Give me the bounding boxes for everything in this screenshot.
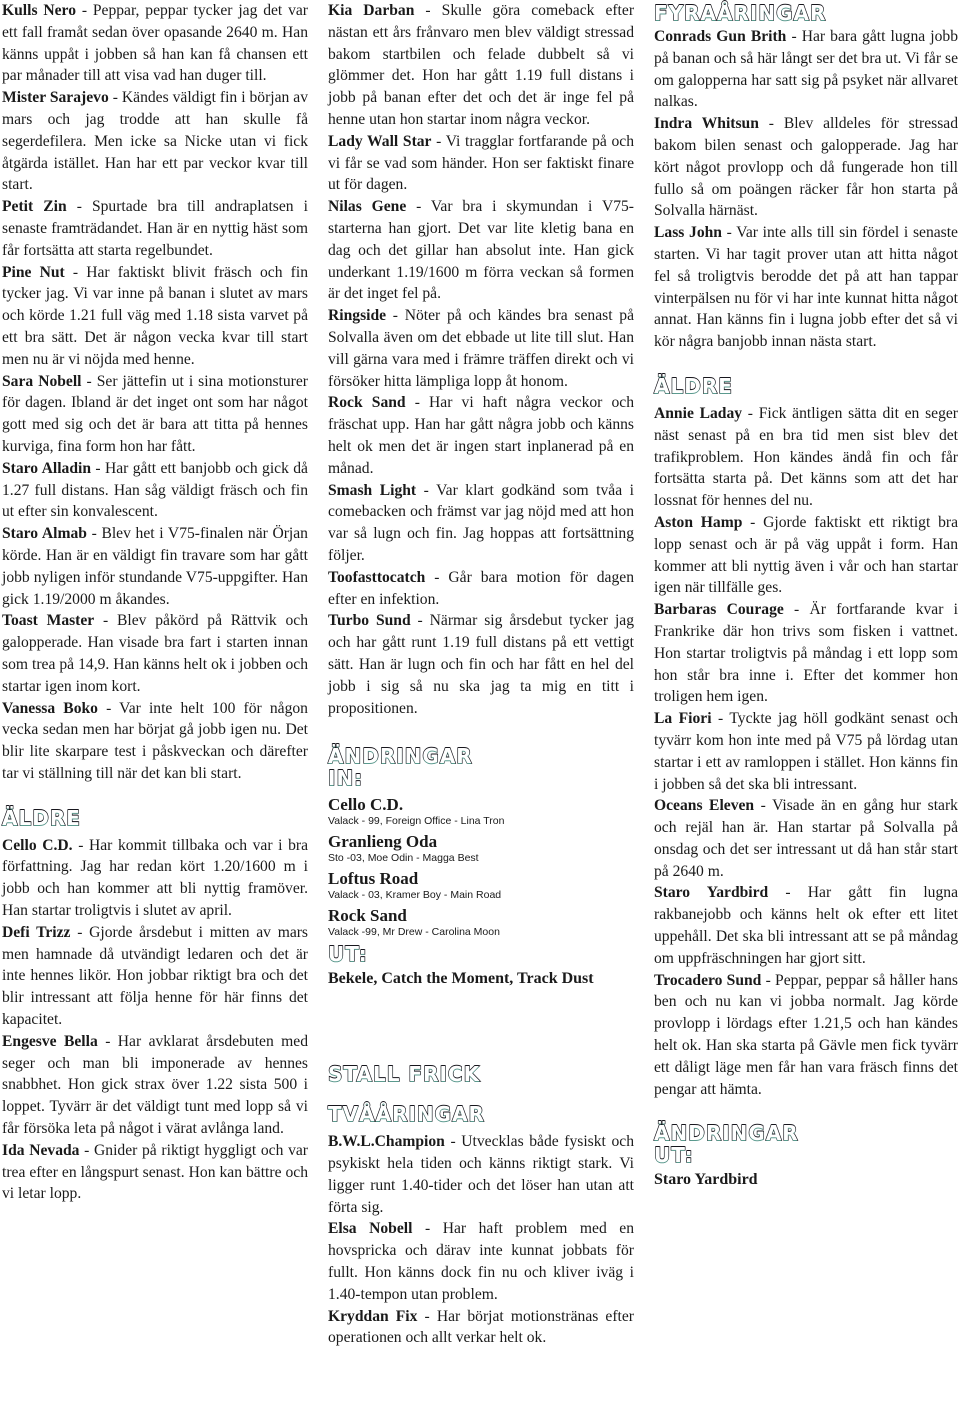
- horse-comment: Har vi haft några veckor och fräschat upp. Han har gått några jobb och känns helt ok men det är ingen start inplanerad på en månad.: [328, 394, 634, 477]
- horse-name: Rock Sand: [328, 394, 406, 412]
- horse-comment: Har bara gått lugna jobb på banan och så här långt ser det bra ut. Vi får se om galopperna har satt sig på psyket när allvaret nalkas.: [654, 28, 958, 111]
- horse-name: Elsa Nobell: [328, 1220, 413, 1238]
- horse-comment: Blev alldeles för stressad bakom bilen senast och galopperade. Jag har kört något provlopp och då fungerade hon till fullo så om poängen räcker får hon starta på Solvalla härnäst.: [654, 115, 958, 220]
- in-horse-item: [328, 795, 634, 828]
- horse-comment: Var inte alls till sin fördel i senaste starten. Vi har tagit prover utan att hitta något fel så troligtvis berodde det på att han tappar vinterpälsen nu för vi har inte kunnat hitta något annat. Han känns fin i lugna jobb efter det så vi kör några banjobb innan nästa start.: [654, 224, 958, 351]
- horse-name: Aston Hamp: [654, 513, 743, 531]
- in-horse-name: Loftus Road: [328, 869, 419, 889]
- horse-name: Petit Zin: [2, 198, 67, 216]
- horse-name: Sara Nobell: [2, 372, 82, 390]
- horse-comment: Peppar, peppar tycker jag det var ett fall framåt sedan över opasande 2640 m. Han känns uppåt i jobben så han kan få chansen ett par månader till att visa vad han duger till.: [2, 2, 308, 85]
- horse-entry: Kulls Nero - Peppar, peppar tycker jag det var ett fall framåt sedan över opasande 2640 m. Han känns uppåt i jobben så han kan få chansen ett par månader till att visa vad han duger till.: [2, 2, 308, 85]
- horse-entry: Sara Nobell - Ser jättefin ut i sina motionsturer för dagen. Ibland är det inget ont som har något gott med sig och det är bara att titta på hennes kurviga, fina form hon har fått.: [2, 372, 308, 455]
- column-right: [654, 0, 958, 1190]
- horse-comment: Utvecklas både fysiskt och psykiskt hela tiden och känns riktigt stark. Vi ligger runt 1.40-tider och det löser han utan att förta sig.: [328, 1133, 634, 1216]
- horse-name: Annie Laday: [654, 404, 743, 422]
- horse-entry: Pine Nut - Har faktiskt blivit fräsch och fin tycker jag. Vi var inne på banan i slutet av mars och körde 1.21 full väg med 1.18 sista varvet på ett bra sätt. Det är någon vecka kvar till start men nu är vi nöjda med henne.: [2, 263, 308, 368]
- horse-name: Toofasttocatch: [328, 568, 426, 586]
- horse-entry: Lass John - Var inte alls till sin fördel i senaste starten. Vi har tagit prover utan att hitta något fel så troligtvis berodde det på att han tappar vinterpälsen nu för vi har inte kunnat hitta något annat. Han känns fin i lugna jobb efter det så vi kör några banjobb innan nästa start.: [654, 224, 958, 351]
- horse-comment: Har haft problem med en hovspricka och därav inte kunnat jobbats för fullt. Hon känns dock fin nu och kliver iväg i 1.40-tempon utan problem.: [328, 1220, 634, 1303]
- horse-name: Indra Whitsun: [654, 115, 759, 133]
- section-heading-fyraaringar: FYRAÅRINGAR: [654, 1, 827, 25]
- horse-comment: Kändes väldigt fin i början av mars och jag trodde att han skulle få segerdefilera. Men icke sa Nicke utan vi fick åtgärda istället. Han har ett par veckor kvar till start.: [2, 89, 309, 194]
- horse-entry: B.W.L.Champion - Utvecklas både fysiskt och psykiskt hela tiden och känns riktigt stark. Vi ligger runt 1.40-tider och det löser han utan att förta sig.: [328, 1133, 634, 1216]
- horse-comment: Har börjat motionstränas efter operationen och allt verkar helt ok.: [328, 1307, 634, 1347]
- horse-name: Staro Almab: [2, 525, 87, 543]
- section-heading-ut: UT:: [328, 942, 368, 967]
- horse-comment: Har kommit tillbaka och var i bra författning. Jag har redan kört 1.20/1600 m i jobb och han kommer att bli nyttig framöver. Han startar troligtvis i slutet av april.: [2, 836, 308, 920]
- horse-name: Pine Nut: [2, 263, 65, 281]
- in-horses-list: [328, 795, 634, 939]
- horse-comment: Gjorde faktiskt ett riktigt bra lopp senast och är på väg uppåt i form. Han kommer att bli nyttig även i vår och han startar igen när tillfälle ges.: [654, 513, 958, 597]
- horse-name: Conrads Gun Brith: [654, 28, 787, 45]
- entries-list: [654, 403, 958, 1101]
- horse-comment: Närmar sig årsdebut tycker jag och har gått runt 1.19 full distans på ett vettigt sätt. Han är lugn och fin och har fått en hel del jobb i sig så nu ska jag ta mig en titt i propositionen.: [328, 612, 634, 717]
- horse-name: Oceans Eleven: [654, 797, 755, 815]
- horse-entry: La Fiori - Tyckte jag höll godkänt senast och tyvärr kom hon inte med på V75 på lördag utan startar i ett av ramloppen i stället. Hon känns fin i jobben så det ska bli intressant.: [654, 710, 958, 793]
- horse-comment: Har avklarat årsdebuten med seger och man bli imponerade av hennes snabbhet. Hon gick strax över 1.22 sista 500 i loppet. Tyvärr är det väldigt tunt med lopp så vi får försöka leta på något i värat avlånga land.: [2, 1032, 308, 1138]
- horse-comment: Ser jättefin ut i sina motionsturer för dagen. Ibland är det inget ont som har något gott med sig och det är bara att titta på hennes kurviga, fina form hon har fått.: [2, 372, 308, 455]
- in-horse-pedigree: Valack - 03, Kramer Boy - Main Road: [328, 889, 502, 902]
- horse-entry: Ida Nevada - Gnider på riktigt hyggligt och var trea efter en långspurt senast. Hon kan bättre och vi letar lopp.: [2, 1141, 308, 1203]
- in-horse-name: Rock Sand: [328, 906, 407, 926]
- section-heading-tvaaringar: TVÅÅRINGAR: [328, 1102, 485, 1127]
- horse-name: Kulls Nero: [2, 2, 76, 19]
- out-horses-text: Staro Yardbird: [654, 1171, 758, 1189]
- horse-name: Smash Light: [328, 481, 417, 499]
- horse-entry: Nilas Gene - Var bra i skymundan i V75-starterna han gjort. Det var lite kletig bana en dag och det gillar han absolut inte. Han gick underkant 1.19/1600 m förra veckan så formen är det inget fel på.: [328, 198, 634, 303]
- column-left: [2, 0, 308, 1205]
- horse-entry: Staro Alladin - Har gått ett banjobb och gick då 1.27 full distans. Han såg väldigt fräsch och fin ut efter sin konvalescent.: [2, 459, 308, 521]
- horse-comment: Har gått fin lugna rakbanejobb och känns helt ok efter ett litet uppehåll. Det ska bli intressant att se på måndag om uppfräschningen har gjort sitt.: [654, 884, 958, 967]
- horse-comment: Var klart godkänd som tvåa i comebacken och främst var jag nöjd med att hon var så lugn och fin. Jag hoppas att fortsättning följer.: [328, 481, 635, 564]
- horse-comment: Gjorde årsdebut i mitten av mars men hamnade då utvändigt ledaren och det är inte hennes likör. Hon jobbar riktigt bra och det blir intressant att följa henne för här finns det kapacitet.: [2, 923, 308, 1029]
- horse-entry: Annie Laday - Fick äntligen sätta dit en seger näst senast på en bra tid men sist blev det trafikproblem. Hon kändes ändå fin och får fortsätta starta på. Det känns som att det har lossnat för hennes del nu.: [654, 404, 958, 510]
- section-heading-aldre: ÄLDRE: [654, 373, 733, 398]
- horse-entry: Lady Wall Star - Vi tragglar fortfarande på och vi får se vad som händer. Hon ser faktiskt finare ut för dagen.: [328, 132, 634, 194]
- horse-entry: Petit Zin - Spurtade bra till andraplatsen i senaste framträdandet. Han är en nyttig häst som får fortsätta att starta regelbundet.: [2, 198, 308, 259]
- horse-name: Staro Yardbird: [654, 884, 769, 902]
- horse-comment: Spurtade bra till andraplatsen i senaste framträdandet. Han är en nyttig häst som får fortsätta att starta regelbundet.: [2, 198, 308, 259]
- section-heading-aldre: [2, 807, 308, 830]
- horse-entry: Barbaras Courage - Är fortfarande kvar i Frankrike där hon trivs som fisken i vattnet. Hon startar troligtvis på måndag i ett lopp som hon står bra inne i. Efter det kommer hon troligen hem igen.: [654, 601, 958, 706]
- horse-name: Ida Nevada: [2, 1141, 80, 1159]
- horse-comment: Gnider på riktigt hyggligt och var trea efter en långspurt senast. Hon kan bättre och vi letar lopp.: [2, 1141, 308, 1203]
- section-heading-andringar: ÄNDRINGAR: [328, 744, 473, 769]
- in-horse-pedigree: Valack -99, Mr Drew - Carolina Moon: [328, 926, 500, 939]
- horse-comment: Är fortfarande kvar i Frankrike där hon trivs som fisken i vattnet. Hon startar troligtvis på måndag i ett lopp som hon står bra inne i. Efter det kommer hon troligen hem igen.: [654, 601, 958, 706]
- section-heading-andringar: ÄNDRINGAR: [654, 1121, 799, 1146]
- horse-comment: Har faktiskt blivit fräsch och fin tycker jag. Vi var inne på banan i slutet av mars och körde 1.21 full väg med 1.18 sista varvet på ett bra sätt. Det är någon vecka kvar till start men nu är vi nöjda med henne.: [2, 263, 308, 368]
- horse-comment: Nöter på och kändes bra senast på Solvalla även om det ebbade ut lite till slut. Han vill gärna vara med i främre träffen direkt och vi försöker hitta lämpliga lopp åt honom.: [328, 307, 634, 390]
- in-horse-pedigree: Sto -03, Moe Odin - Magga Best: [328, 852, 479, 865]
- in-horse-item: [328, 832, 634, 865]
- horse-comment: Tyckte jag höll godkänt senast och tyvärr kom hon inte med på V75 på lördag utan startar i ett av ramloppen i stället. Hon känns fin i jobben så det ska bli intressant.: [654, 710, 958, 793]
- horse-comment: Vi tragglar fortfarande på och vi får se vad som händer. Hon ser faktiskt finare ut för dagen.: [328, 132, 634, 194]
- entries-list: [328, 0, 634, 719]
- horse-name: Lass John: [654, 224, 722, 242]
- horse-comment: Har gått ett banjobb och gick då 1.27 full distans. Han såg väldigt fräsch och fin ut efter sin konvalescent.: [2, 459, 308, 521]
- horse-name: Mister Sarajevo: [2, 89, 109, 107]
- section-heading-stall-frick: STALL FRICK: [328, 1062, 481, 1087]
- horse-name: Trocadero Sund: [654, 971, 762, 989]
- horse-comment: Var inte helt 100 för någon vecka sedan men har börjat gå jobb igen nu. Det blir lite skarpare test i påskveckan och därefter tar vi ställning till när det kan bli start.: [2, 699, 308, 782]
- horse-name: Kia Darban: [328, 2, 415, 19]
- horse-entry: Oceans Eleven - Visade än en gång hur stark och rejäl han är. Han startar på Solvalla på onsdag och det ser intressant ut då han står start på 2640 m.: [654, 797, 958, 880]
- horse-comment: Blev het i V75-finalen när Örjan körde. Han är en väldigt fin travare som har gått jobb nyligen inför stundande V75-uppgifter. Han gick 1.19/2000 m åkandes.: [2, 525, 308, 608]
- horse-entry: Toofasttocatch - Går bara motion för dagen efter en infektion.: [328, 568, 634, 608]
- horse-comment: Fick äntligen sätta dit en seger näst senast på en bra tid men sist blev det trafikproblem. Hon kändes ändå fin och får fortsätta starta på. Det känns som att det har lossnat för hennes del nu.: [654, 404, 958, 510]
- horse-entry: Aston Hamp - Gjorde faktiskt ett riktigt bra lopp senast och är på väg uppåt i form. Han kommer att bli nyttig även i vår och han startar igen när tillfälle ges.: [654, 513, 958, 597]
- horse-name: Staro Alladin: [2, 459, 92, 477]
- entries-list: [328, 1131, 634, 1349]
- entries-list: [2, 0, 308, 785]
- horse-entry: Engesve Bella - Har avklarat årsdebuten med seger och man bli imponerade av hennes snabbhet. Hon gick strax över 1.22 sista 500 i loppet. Tyvärr är det väldigt tunt med lopp så vi får försöka leta på något i värat avlånga land.: [2, 1032, 308, 1138]
- in-horse-item: [328, 869, 634, 902]
- horse-entry: Conrads Gun Brith - Har bara gått lugna jobb på banan och så här långt ser det bra ut. Vi får se om galopperna har satt sig på psyket när allvaret nalkas.: [654, 28, 958, 111]
- horse-comment: Peppar, peppar så håller hans ben och nu kan vi jobba normalt. Jag körde provlopp i lördags efter 1.21,5 och han kändes helt ok. Han ska starta på Gävle men fick tyvärr ett dåligt läge men får han vara fräsch finns det pengar att hämta.: [654, 971, 958, 1098]
- horse-entry: Kia Darban - Skulle göra comeback efter nästan ett års frånvaro men blev väldigt stressad bakom startbilen och felade dubbelt så vi glömmer det. Hon har gått 1.19 full distans i jobb på banan efter det och det är inge fel på henne utan hon startar inom några veckor.: [328, 2, 635, 128]
- changes-block: [328, 745, 634, 989]
- horse-name: Barbaras Courage: [654, 601, 784, 619]
- horse-entry: Staro Yardbird - Har gått fin lugna rakbanejobb och känns helt ok efter ett litet uppehåll. Det ska bli intressant att se på måndag om uppfräschningen har gjort sitt.: [654, 884, 958, 967]
- in-horse-name: Cello C.D.: [328, 795, 404, 815]
- horse-name: B.W.L.Champion: [328, 1133, 445, 1151]
- out-horses-text: Bekele, Catch the Moment, Track Dust: [328, 970, 594, 988]
- horse-entry: Elsa Nobell - Har haft problem med en hovspricka och därav inte kunnat jobbats för fullt. Hon känns dock fin nu och kliver iväg i 1.40-tempon utan problem.: [328, 1220, 634, 1303]
- section-heading-ut: UT:: [654, 1143, 694, 1168]
- in-horse-pedigree: Valack - 99, Foreign Office - Lina Tron: [328, 815, 505, 828]
- horse-name: La Fiori: [654, 710, 712, 728]
- horse-comment: Var bra i skymundan i V75-starterna han gjort. Det var lite kletig bana en dag och det gillar han absolut inte. Han gick underkant 1.19/1600 m förra veckan så formen är det inget fel på.: [328, 198, 634, 303]
- horse-name: Engesve Bella: [2, 1032, 98, 1050]
- horse-entry: Smash Light - Var klart godkänd som tvåa i comebacken och främst var jag nöjd med att hon var så lugn och fin. Jag hoppas att fortsättning följer.: [328, 481, 635, 564]
- horse-entry: Ringside - Nöter på och kändes bra senast på Solvalla även om det ebbade ut lite till slut. Han vill gärna vara med i främre träffen direkt och vi försöker hitta lämpliga lopp åt honom.: [328, 307, 634, 390]
- horse-name: Vanessa Boko: [2, 699, 98, 717]
- horse-entry: Rock Sand - Har vi haft några veckor och fräschat upp. Han har gått några jobb och känns helt ok men det är ingen start inplanerad på en månad.: [328, 394, 634, 477]
- horse-name: Toast Master: [2, 612, 95, 630]
- horse-comment: Visade än en gång hur stark och rejäl han är. Han startar på Solvalla på onsdag och det ser intressant ut då han står start på 2640 m.: [654, 797, 958, 880]
- entries-list: [2, 835, 308, 1206]
- horse-entry: Trocadero Sund - Peppar, peppar så håller hans ben och nu kan vi jobba normalt. Jag körde provlopp i lördags efter 1.21,5 och han kändes helt ok. Han ska starta på Gävle men fick tyvärr ett dåligt läge men får han vara fräsch finns det pengar att hämta.: [654, 971, 958, 1098]
- horse-name: Ringside: [328, 307, 387, 325]
- horse-comment: Skulle göra comeback efter nästan ett års frånvaro men blev väldigt stressad bakom startbilen och felade dubbelt så vi glömmer det. Hon har gått 1.19 full distans i jobb på banan efter det och det är inge fel på henne utan hon startar inom några veckor.: [328, 2, 635, 128]
- heading-text: ÄLDRE: [2, 805, 81, 830]
- horse-comment: Går bara motion för dagen efter en infektion.: [328, 568, 634, 608]
- horse-entry: Vanessa Boko - Var inte helt 100 för någon vecka sedan men har börjat gå jobb igen nu. Det blir lite skarpare test i påskveckan och därefter tar vi ställning till när det kan bli start.: [2, 699, 308, 782]
- horse-comment: Blev påkörd på Rättvik och galopperade. Han visade bra fart i starten innan som trea på 14,9. Han känns helt ok i jobben och startar igen inom kort.: [2, 612, 308, 695]
- horse-entry: Indra Whitsun - Blev alldeles för stressad bakom bilen senast och galopperade. Jag har kört något provlopp och då fungerade hon till fullo så om poängen räcker får hon starta på Solvalla härnäst.: [654, 115, 958, 220]
- horse-name: Nilas Gene: [328, 198, 407, 216]
- horse-entry: Mister Sarajevo - Kändes väldigt fin i början av mars och jag trodde att han skulle få segerdefilera. Men icke sa Nicke utan vi fick åtgärda istället. Han har ett par veckor kvar till start.: [2, 89, 309, 194]
- in-horse-name: Granlieng Oda: [328, 832, 438, 852]
- horse-entry: Defi Trizz - Gjorde årsdebut i mitten av mars men hamnade då utvändigt ledaren och det är inte hennes likör. Hon jobbar riktigt bra och det blir intressant att följa henne för här finns det kapacitet.: [2, 923, 308, 1029]
- in-horse-item: [328, 906, 634, 939]
- entries-list: [654, 26, 958, 353]
- horse-entry: Turbo Sund - Närmar sig årsdebut tycker jag och har gått runt 1.19 full distans på ett vettigt sätt. Han är lugn och fin och har fått en hel del jobb i sig så nu ska jag ta mig en titt i propositionen.: [328, 612, 634, 717]
- horse-entry: Kryddan Fix - Har börjat motionstränas efter operationen och allt verkar helt ok.: [328, 1307, 634, 1347]
- horse-entry: Staro Almab - Blev het i V75-finalen när Örjan körde. Han är en väldigt fin travare som har gått jobb nyligen inför stundande V75-uppgifter. Han gick 1.19/2000 m åkandes.: [2, 525, 308, 608]
- section-heading-in: IN:: [328, 766, 364, 791]
- horse-entry: Toast Master - Blev påkörd på Rättvik och galopperade. Han visade bra fart i starten innan som trea på 14,9. Han känns helt ok i jobben och startar igen inom kort.: [2, 612, 308, 695]
- horse-name: Cello C.D.: [2, 836, 73, 854]
- horse-name: Lady Wall Star: [328, 132, 432, 150]
- horse-name: Defi Trizz: [2, 923, 71, 941]
- horse-entry: Cello C.D. - Har kommit tillbaka och var i bra författning. Jag har redan kört 1.20/1600 m i jobb och han kommer att bli nyttig framöver. Han startar troligtvis i slutet av april.: [2, 836, 308, 920]
- horse-name: Kryddan Fix: [328, 1307, 418, 1325]
- horse-name: Turbo Sund: [328, 612, 411, 630]
- column-middle: [328, 0, 634, 1349]
